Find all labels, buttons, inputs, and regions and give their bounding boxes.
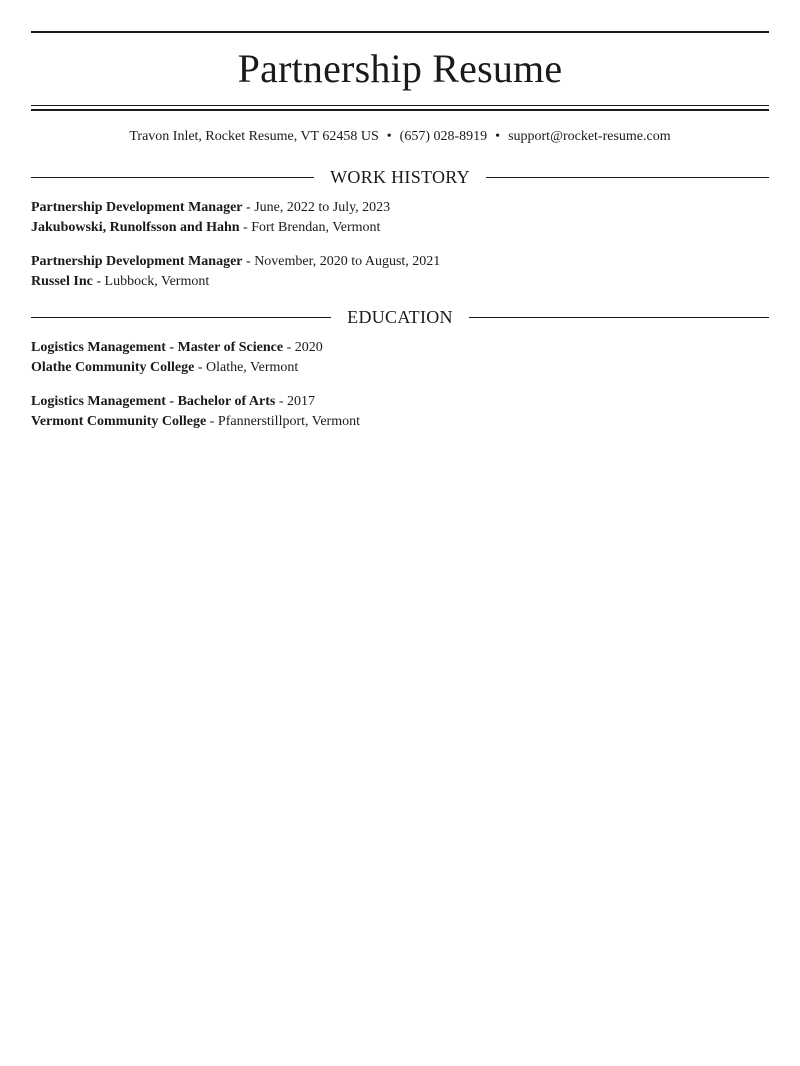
work-history-list [31,198,769,292]
education-entry-degree-row [31,392,769,412]
employer-location: - Lubbock, Vermont [92,274,210,289]
employer-name: Jakubowski, Runolfsson and Hahn [31,220,240,235]
employer-location: - Fort Brendan, Vermont [239,220,381,235]
education-entry [31,338,769,378]
contact-address: Travon Inlet, Rocket Resume, VT 62458 US [129,129,379,144]
resume-page [0,31,800,1066]
resume-title: Partnership Resume [237,46,563,91]
school-location: - Olathe, Vermont [194,360,299,375]
education-heading: EDUCATION [347,307,453,327]
work-entry-title-row [31,198,769,218]
section-rule-right [469,317,769,318]
work-entry-title-row [31,252,769,272]
work-entry-employer-row [31,272,769,292]
job-role: Partnership Development Manager [31,254,243,269]
degree-name: Logistics Management - Bachelor of Arts [31,394,276,409]
education-header [31,306,769,328]
education-list [31,338,769,432]
title-double-divider [31,105,769,111]
school-name: Vermont Community College [31,414,207,429]
education-entry-school-row [31,412,769,432]
job-role: Partnership Development Manager [31,200,243,215]
contact-phone: (657) 028-8919 [399,129,488,144]
work-history-heading: WORK HISTORY [330,167,470,187]
section-rule-right [486,177,769,178]
work-entry [31,252,769,292]
contact-email: support@rocket-resume.com [508,129,671,144]
employer-name: Russel Inc [31,274,93,289]
education-entry [31,392,769,432]
degree-year: - 2020 [283,340,323,355]
school-name: Olathe Community College [31,360,195,375]
top-divider [31,31,769,33]
work-entry-employer-row [31,218,769,238]
degree-year: - 2017 [275,394,315,409]
contact-separator: • [495,129,501,144]
contact-separator: • [386,129,392,144]
job-dates: - June, 2022 to July, 2023 [242,200,391,215]
school-location: - Pfannerstillport, Vermont [206,414,360,429]
work-entry [31,198,769,238]
degree-name: Logistics Management - Master of Science [31,340,284,355]
education-entry-school-row [31,358,769,378]
work-history-header [31,166,769,188]
section-rule-left [31,177,314,178]
education-entry-degree-row [31,338,769,358]
contact-line [31,128,769,146]
section-rule-left [31,317,331,318]
job-dates: - November, 2020 to August, 2021 [242,254,441,269]
